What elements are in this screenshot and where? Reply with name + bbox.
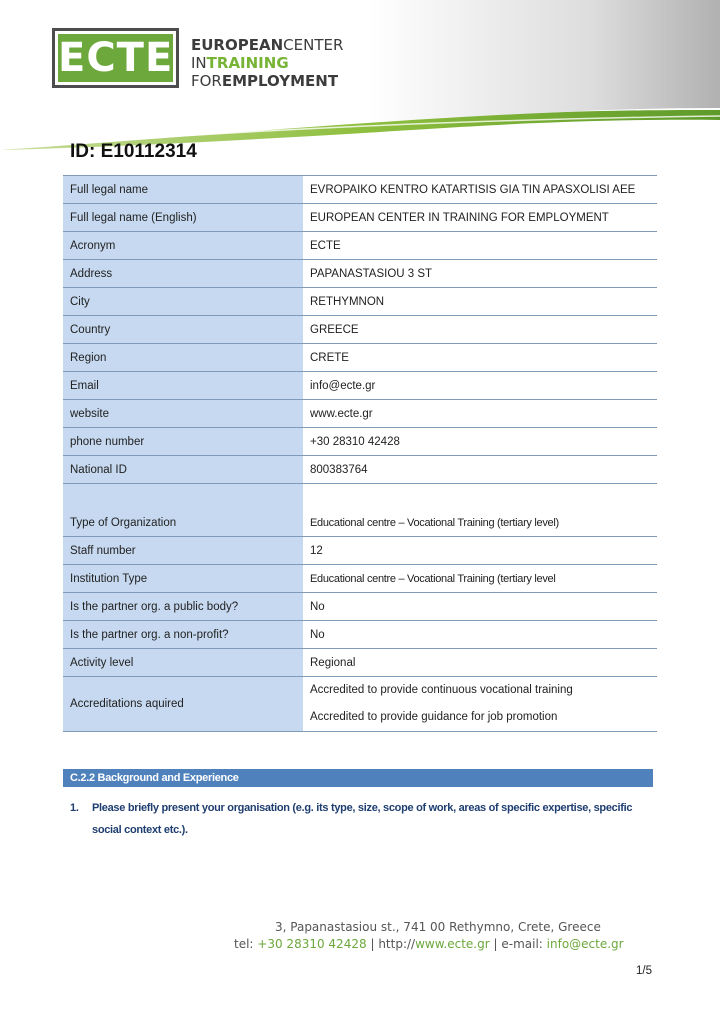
table-row (63, 649, 657, 677)
question (70, 797, 660, 841)
row-label: Full legal name (English) (63, 204, 303, 232)
page-number: 1/5 (636, 965, 652, 977)
logo-wordmark (191, 36, 343, 90)
row-label: Is the partner org. a public body? (63, 593, 303, 621)
table-row (63, 232, 657, 260)
row-label: Activity level (63, 649, 303, 677)
row-value: PAPANASTASIOU 3 ST (303, 260, 657, 288)
row-label: National ID (63, 456, 303, 484)
row-label: website (63, 400, 303, 428)
email-label: e-mail: (501, 937, 543, 951)
row-label: Address (63, 260, 303, 288)
table-row (63, 593, 657, 621)
table-spacer-row (63, 484, 657, 512)
row-label: Staff number (63, 537, 303, 565)
row-label: Full legal name (63, 176, 303, 204)
row-label: Region (63, 344, 303, 372)
page-header (0, 0, 720, 150)
logo-word-european: EUROPEAN (191, 36, 284, 54)
table-row (63, 621, 657, 649)
section-heading: C.2.2 Background and Experience (63, 769, 653, 787)
table-row (63, 509, 657, 537)
separator: | (370, 937, 375, 951)
footer-phone: +30 28310 42428 (257, 937, 367, 951)
logo-word-training: TRAINING (206, 54, 289, 72)
row-value: No (303, 593, 657, 621)
row-value: ECTE (303, 232, 657, 260)
organisation-type-table (63, 509, 657, 732)
row-value: +30 28310 42428 (303, 428, 657, 456)
row-label: Is the partner org. a non-profit? (63, 621, 303, 649)
logo-word-center: CENTER (283, 36, 344, 54)
row-value: Regional (303, 649, 657, 677)
accreditations-values (303, 677, 657, 732)
logo-mark: ECTE (58, 35, 174, 81)
logo-word-employment: EMPLOYMENT (221, 72, 339, 90)
row-label: Country (63, 316, 303, 344)
question-text: Please briefly present your organisation (e.g. its type, size, scope of work, areas of specific expertise, specific social context etc.). (92, 802, 633, 836)
row-label: Acronym (63, 232, 303, 260)
row-value: No (303, 621, 657, 649)
accreditation-item: Accredited to provide guidance for job promotion (310, 711, 558, 723)
row-value: RETHYMNON (303, 288, 657, 316)
table-row (63, 565, 657, 593)
footer-website-link[interactable]: www.ecte.gr (415, 937, 490, 951)
row-value: Educational centre – Vocational Training (tertiary level (303, 565, 657, 593)
accreditation-item: Accredited to provide continuous vocational training (310, 684, 573, 696)
table-row (63, 176, 657, 204)
separator: | (493, 937, 498, 951)
row-value: EVROPAIKO KENTRO KATARTISIS GIA TIN APASXOLISI AEE (303, 176, 657, 204)
row-label: City (63, 288, 303, 316)
table-row (63, 537, 657, 565)
row-value: EUROPEAN CENTER IN TRAINING FOR EMPLOYMENT (303, 204, 657, 232)
organisation-details-table (63, 175, 657, 512)
row-value: GREECE (303, 316, 657, 344)
table-row (63, 677, 657, 732)
table-row (63, 260, 657, 288)
ecte-logo (52, 28, 179, 88)
row-label: Accreditations aquired (63, 677, 303, 732)
table-row (63, 456, 657, 484)
row-value: www.ecte.gr (303, 400, 657, 428)
logo-word-for: FOR (191, 72, 222, 90)
table-row (63, 400, 657, 428)
table-row (63, 372, 657, 400)
row-value: CRETE (303, 344, 657, 372)
table-row (63, 204, 657, 232)
row-label: Email (63, 372, 303, 400)
table-row (63, 344, 657, 372)
logo-word-in: IN (191, 54, 207, 72)
row-label: Institution Type (63, 565, 303, 593)
document-id: ID: E10112314 (70, 141, 197, 162)
row-value: info@ecte.gr (303, 372, 657, 400)
question-number: 1. (70, 802, 79, 814)
row-label: phone number (63, 428, 303, 456)
web-label: http:// (378, 937, 416, 951)
footer-address: 3, Papanastasiou st., 741 00 Rethymno, Crete, Greece (275, 920, 601, 934)
table-row (63, 288, 657, 316)
table-row (63, 428, 657, 456)
spacer-cell (63, 484, 303, 512)
footer-contact (234, 937, 624, 951)
row-label: Type of Organization (63, 509, 303, 537)
footer-email-link[interactable]: info@ecte.gr (546, 937, 624, 951)
spacer-cell (303, 484, 657, 512)
row-value: 12 (303, 537, 657, 565)
row-value: Educational centre – Vocational Training (tertiary level) (303, 509, 657, 537)
tel-label: tel: (234, 937, 254, 951)
row-value: 800383764 (303, 456, 657, 484)
table-row (63, 316, 657, 344)
